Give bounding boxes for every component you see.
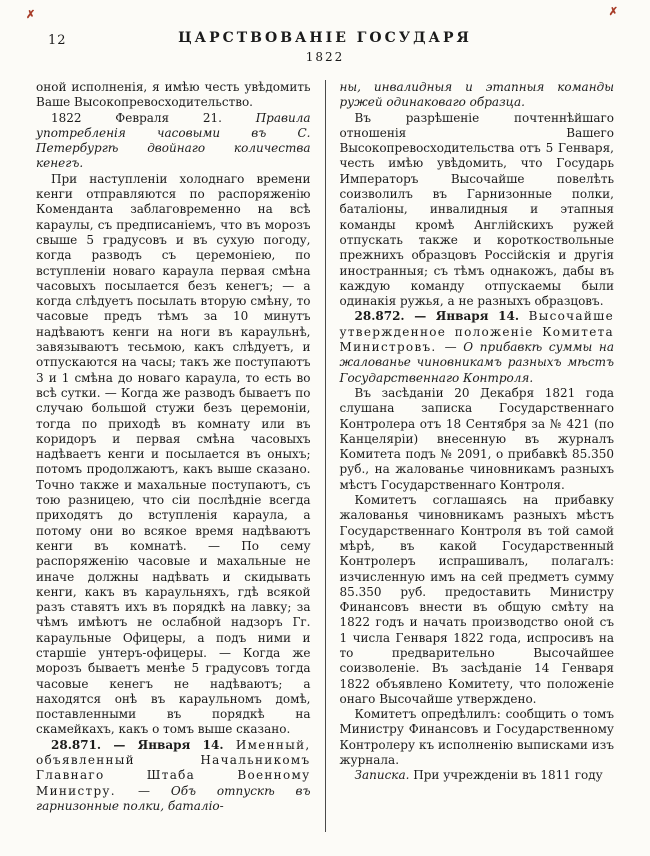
scan-mark-top-right: ✗ bbox=[608, 5, 618, 18]
text-segment-normal: При наступленіи холоднаго времени кенги отправляются по распоряженію Коменданта заблаговременно на всѣ караулы, съ предписаніемъ, что въ морозъ свыше 5 градусовъ и въ сухую погоду, когда разводъ съ церемоніею, по вступленіи новаго караула первая смѣна часовыхъ посылается безъ кенегъ; — а когда слѣдуетъ посылать вторую смѣну, то часовые предъ тѣмъ за 10 минутъ надѣваютъ кенги на ноги въ караульнѣ, завязываютъ тесьмою, какъ слѣдуетъ, и отпускаются на часы; такъ же поступаютъ 3 и 1 смѣна до новаго караула, то есть во всѣ сутки. — Когда же разводъ бываетъ по случаю большой стужи безъ церемоніи, тогда по приходѣ въ комнату или въ коридоръ и первая смѣна часовыхъ надѣваетъ кенги и посылается въ оныхъ; потомъ продолжаютъ, какъ выше сказано. Точно также и махальные поступаютъ, съ тою разницею, что сіи послѣдніе всегда приходятъ до вступленія караула, а потому они во всякое время надѣваютъ кенги въ комнатѣ. — По сему распоряженію часовые и махальные не иначе должны надѣвать и скидывать кенги, какъ въ караульняхъ, гдѣ всякой разъ ставятъ ихъ въ порядкѣ на лавку; за чѣмъ имѣютъ не ослабной надзоръ Гг. караульные Офицеры, а подъ ними и старшіе унтеръ-офицеры. — Когда же морозъ бываетъ менѣе 5 градусовъ тогда часовые кенегъ не надѣваютъ; а находятся онѣ въ караульномъ домѣ, поставленными въ порядкѣ на скамейкахъ, какъ о томъ выше сказано. bbox=[36, 171, 311, 737]
paragraph bbox=[340, 386, 615, 493]
text-segment-normal: Комитетъ опредѣлилъ: сообщить о томъ Министру Финансовъ и Государственному Контролеру къ исполненію выписками изъ журнала. bbox=[339, 707, 614, 768]
text-segment-italic: Правила употребленія часовыми въ С. Петербургѣ двойнаго количества кенегъ. bbox=[36, 110, 311, 171]
scan-mark-top-left: ✗ bbox=[26, 8, 36, 21]
paragraph bbox=[340, 80, 615, 111]
paragraph bbox=[340, 707, 615, 768]
paragraph bbox=[340, 768, 615, 783]
text-segment-italic: — Объ отпускѣ въ гарнизонные полки, баталіо- bbox=[36, 783, 311, 813]
text-segment-normal: Въ засѣданіи 20 Декабря 1821 года слушана записка Государственнаго Контролера отъ 18 Сентября за № 421 (по Канцеляріи) внесенную въ журналъ Комитета подъ № 2091, о прибавкѣ 85.350 руб., на жалованье чиновникамъ разныхъ мѣстъ Государственнаго Контроля. bbox=[339, 385, 614, 492]
text-segment-normal: 1822 Февраля 21. bbox=[51, 110, 256, 125]
text-segment-italic: Записка. bbox=[354, 768, 414, 783]
paragraph bbox=[340, 111, 615, 310]
text-segment-bold: 28.871. — Января 14. bbox=[51, 737, 236, 752]
text-segment-spaced: Высочайше утвержденное положеніе Комитета Министровъ. bbox=[339, 309, 614, 355]
paragraph bbox=[340, 493, 615, 707]
paragraph bbox=[36, 738, 311, 814]
text-segment-italic: — О прибавкѣ суммы на жалованье чиновникамъ разныхъ мѣстъ Государственнаго Контроля. bbox=[339, 340, 614, 385]
paragraph bbox=[340, 309, 615, 385]
text-segment-normal: Комитетъ соглашаясь на прибавку жалованья чиновникамъ разныхъ мѣстъ Государственнаго Контроля въ той самой мѣрѣ, въ какой Государственный Контролеръ испрашивалъ, полагалъ: изчисленную имъ на сей предметъ сумму 85.350 руб. предоставить Министру Финансовъ внести въ общую смѣту на 1822 годъ и начать производство оной съ 1 числа Генваря 1822 года, испросивъ на то предварительно Высочайшее соизволеніе. Въ засѣданіе 14 Генваря 1822 объявлено Комитету, что положеніе онаго Высочайше утверждено. bbox=[339, 493, 614, 706]
text-block bbox=[36, 80, 614, 832]
paragraph bbox=[36, 111, 311, 172]
text-segment-spaced: Именный, объявленный Начальникомъ Главнаго Штаба Военному Министру. bbox=[36, 737, 311, 798]
page-year: 1822 bbox=[305, 50, 345, 64]
paragraph bbox=[36, 80, 311, 111]
text-segment-italic: ны, инвалидныя и этапныя команды ружей одинаковаго образца. bbox=[339, 80, 614, 110]
column-right bbox=[326, 80, 615, 832]
text-segment-normal: Въ разрѣшеніе почтеннѣйшаго отношенія Вашего Высокопревосходительства отъ 5 Генваря, честь имѣю увѣдомить, что Государь Императоръ Высочайше повелѣть соизволилъ въ Гарнизонные полки, баталіоны, инвалидныя и этапныя команды кромѣ Англійскихъ ружей отпускать также и короткоствольные прежнихъ образцовъ Россійскія и другія иностранныя; съ тѣмъ однакожъ, дабы въ каждую команду отпускаемы были одинакія ружья, а не разныхъ образцовъ. bbox=[339, 110, 614, 309]
text-segment-bold: 28.872. — Января 14. bbox=[354, 309, 529, 324]
page-number: 12 bbox=[48, 33, 67, 48]
paragraph bbox=[36, 172, 311, 738]
page-title: ЦАРСТВОВАНІЕ ГОСУДАРЯ bbox=[178, 30, 472, 46]
text-segment-normal: оной исполненія, я имѣю честь увѣдомить Ваше Высокопревосходительство. bbox=[36, 80, 311, 110]
page-header bbox=[0, 30, 650, 64]
column-left bbox=[36, 80, 326, 832]
text-segment-normal: При учрежденіи въ 1811 году bbox=[413, 768, 603, 783]
